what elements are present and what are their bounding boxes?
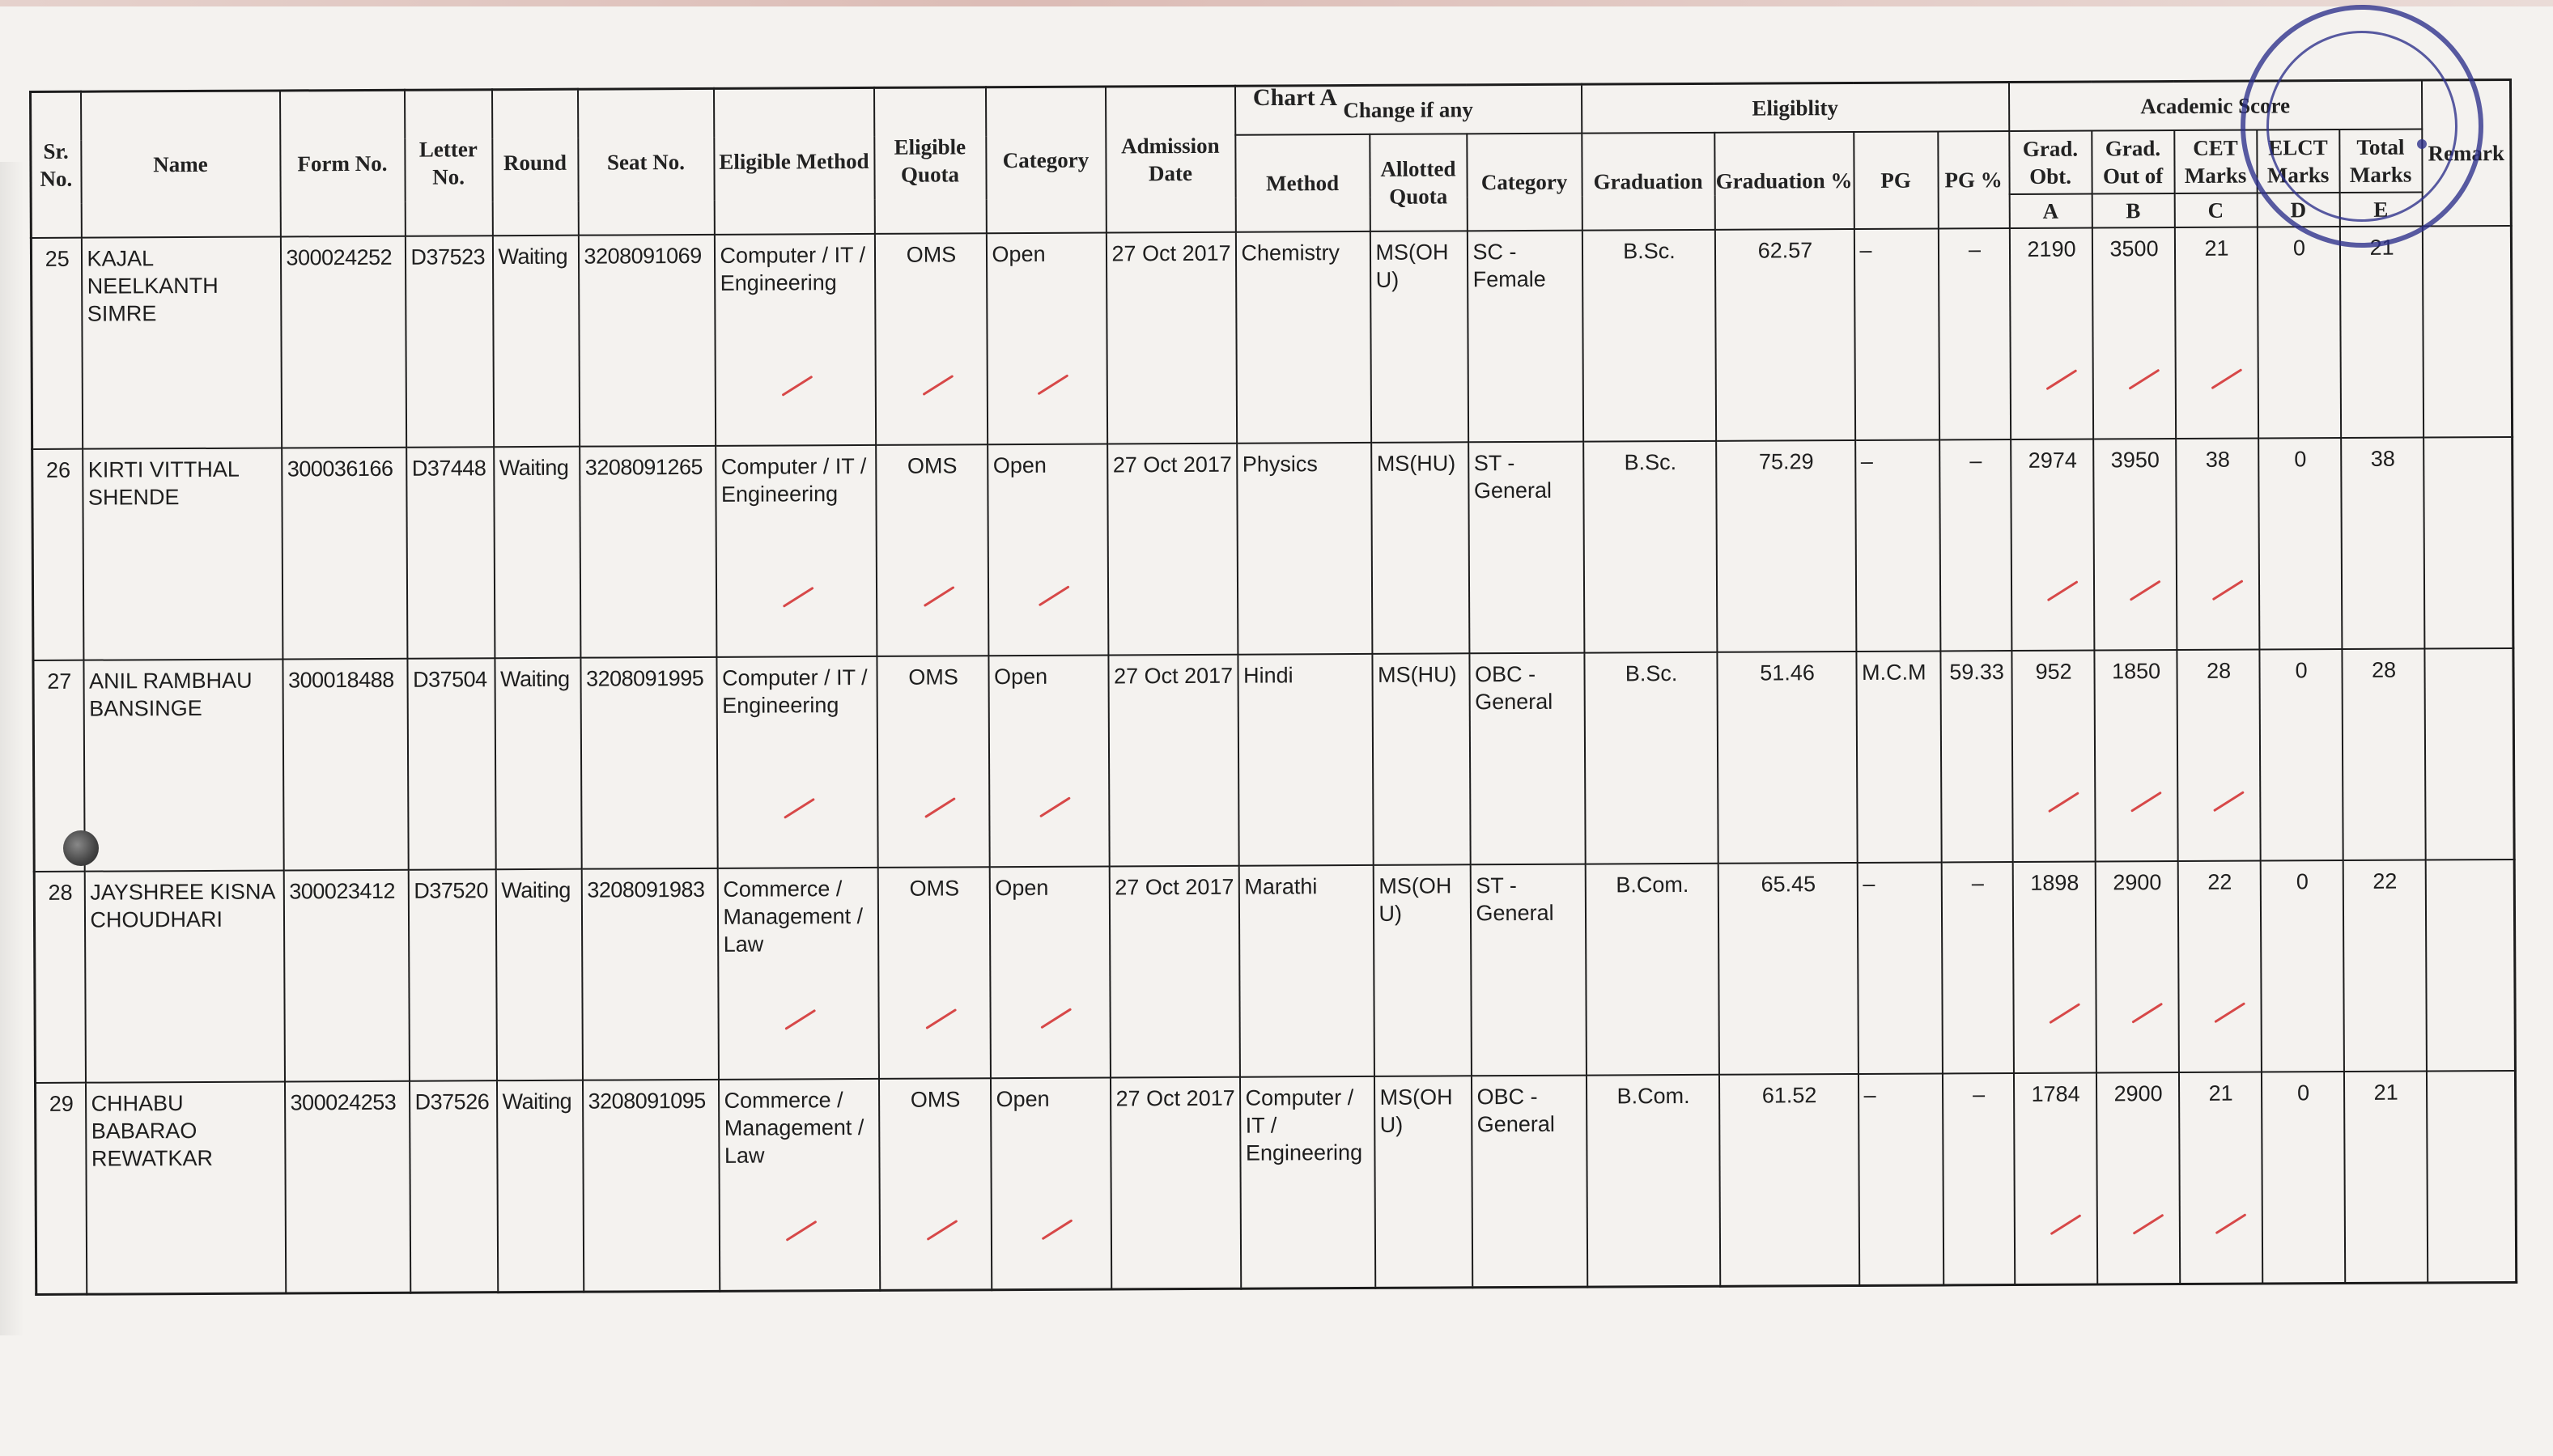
header-allotted-quota: Allotted Quota xyxy=(1370,134,1468,231)
check-mark-icon xyxy=(2211,368,2242,389)
cell-remark xyxy=(2422,226,2512,438)
cell-form-no: 300024253 xyxy=(284,1081,410,1293)
cell-admission-date: 27 Oct 2017 xyxy=(1109,866,1239,1078)
cell-round: Waiting xyxy=(496,1080,583,1293)
cell-round: Waiting xyxy=(495,658,581,870)
cell-name: ANIL RAMBHAU BANSINGE xyxy=(83,659,283,871)
header-seat-no: Seat No. xyxy=(577,88,714,235)
cell-pg-pct: – xyxy=(1938,228,2010,439)
cell-remark xyxy=(2423,437,2513,649)
cell-sr: 28 xyxy=(34,872,85,1083)
cell-name: KIRTI VITTHAL SHENDE xyxy=(83,448,282,660)
cell-change-category: ST - General xyxy=(1470,864,1586,1076)
header-total-marks: Total Marks xyxy=(2339,129,2422,193)
check-mark-icon xyxy=(2050,1214,2081,1235)
cell-elct: 0 xyxy=(2262,1072,2345,1284)
cell-graduation: B.Com. xyxy=(1585,864,1718,1076)
cell-pg-pct: 59.33 xyxy=(1940,651,2012,862)
cell-sr: 25 xyxy=(31,238,82,449)
cell-total: 21 xyxy=(2344,1072,2428,1284)
check-mark-icon xyxy=(2128,368,2160,389)
header-change-category: Category xyxy=(1467,134,1582,231)
check-mark-icon xyxy=(784,797,815,818)
cell-graduation: B.Sc. xyxy=(1583,441,1717,653)
cell-elct: 0 xyxy=(2260,860,2343,1072)
header-eligible-method: Eligible Method xyxy=(713,87,874,234)
cell-eligible-method: Computer / IT / Engineering xyxy=(716,656,877,868)
check-mark-icon xyxy=(925,1008,957,1029)
cell-remark xyxy=(2425,860,2515,1072)
cell-grad-out-of: 3500 xyxy=(2092,227,2175,439)
cell-round: Waiting xyxy=(492,236,579,448)
header-letter-d: D xyxy=(2257,193,2339,227)
header-admission-date: Admission Date xyxy=(1105,86,1235,232)
header-grad-out-of: Grad. Out of xyxy=(2092,130,2174,193)
cell-eligible-quota: OMS xyxy=(877,656,989,868)
office-stamp-dot xyxy=(2417,139,2427,149)
cell-graduation-pct: 51.46 xyxy=(1717,652,1857,864)
cell-grad-out-of: 1850 xyxy=(2094,650,2177,861)
cell-grad-obt: 952 xyxy=(2011,651,2095,862)
check-mark-icon xyxy=(922,374,954,395)
cell-graduation: B.Sc. xyxy=(1584,652,1718,864)
punch-hole xyxy=(63,830,99,866)
cell-allotted-quota: MS(OHU) xyxy=(1374,1076,1472,1288)
header-sr-no: Sr. No. xyxy=(31,91,82,238)
chart-title: Chart A xyxy=(1252,84,1338,111)
cell-grad-out-of: 3950 xyxy=(2093,439,2177,650)
cell-change-category: OBC - General xyxy=(1469,653,1585,865)
cell-change-category: ST - General xyxy=(1468,442,1584,654)
cell-change-category: OBC - General xyxy=(1471,1076,1587,1288)
cell-allotted-quota: MS(HU) xyxy=(1371,442,1469,654)
cell-category: Open xyxy=(988,444,1108,656)
cell-pg-pct: – xyxy=(1941,862,2013,1073)
cell-pg: – xyxy=(1855,439,1940,652)
check-mark-icon xyxy=(2130,791,2162,812)
cell-letter-no: D37504 xyxy=(407,658,495,870)
cell-form-no: 300036166 xyxy=(282,448,407,660)
header-remark: Remark xyxy=(2422,80,2512,227)
cell-graduation: B.Sc. xyxy=(1582,230,1715,442)
check-mark-icon xyxy=(2048,792,2079,813)
cell-total: 28 xyxy=(2342,649,2425,860)
cell-elct: 0 xyxy=(2258,438,2342,649)
check-mark-icon xyxy=(1040,1008,1072,1029)
cell-seat-no: 3208091995 xyxy=(580,657,717,869)
header-letter-c: C xyxy=(2174,193,2257,227)
cell-seat-no: 3208091095 xyxy=(582,1080,719,1292)
cell-eligible-method: Computer / IT / Engineering xyxy=(716,445,877,657)
cell-cet: 38 xyxy=(2176,439,2259,650)
header-grad-obt: Grad. Obt. xyxy=(2009,131,2092,194)
cell-form-no: 300023412 xyxy=(283,870,409,1082)
cell-elct: 0 xyxy=(2259,649,2343,860)
page-shadow xyxy=(0,162,24,1335)
cell-pg-pct: – xyxy=(1939,439,2011,651)
office-stamp xyxy=(2241,5,2483,248)
cell-change-category: SC - Female xyxy=(1467,231,1582,443)
table-body xyxy=(31,226,2516,1294)
cell-letter-no: D37523 xyxy=(405,236,493,448)
cell-letter-no: D37526 xyxy=(409,1080,497,1293)
cell-total: 38 xyxy=(2341,438,2424,649)
check-mark-icon xyxy=(2045,369,2077,390)
check-mark-icon xyxy=(781,375,813,396)
header-elct-marks: ELCT Marks xyxy=(2257,129,2339,193)
cell-form-no: 300018488 xyxy=(282,659,408,871)
cell-grad-obt: 2974 xyxy=(2011,439,2094,651)
cell-pg: – xyxy=(1854,228,1939,440)
header-academic-group: Academic Score xyxy=(2009,80,2422,131)
cell-total: 21 xyxy=(2339,227,2423,438)
cell-allotted-quota: MS(OHU) xyxy=(1373,864,1471,1076)
table-row xyxy=(35,1071,2516,1294)
cell-eligible-method: Computer / IT / Engineering xyxy=(714,234,875,446)
cell-change-method: Marathi xyxy=(1238,865,1374,1077)
check-mark-icon xyxy=(924,796,956,817)
cell-letter-no: D37448 xyxy=(406,447,495,659)
check-mark-icon xyxy=(1039,796,1071,817)
cell-sr: 29 xyxy=(35,1083,86,1295)
header-eligible-quota: Eligible Quota xyxy=(873,87,986,234)
cell-cet: 21 xyxy=(2179,1072,2262,1284)
cell-cet: 22 xyxy=(2177,861,2261,1072)
cell-eligible-quota: OMS xyxy=(878,1078,991,1290)
cell-grad-obt: 2190 xyxy=(2009,228,2092,439)
check-mark-icon xyxy=(2129,579,2160,601)
cell-eligible-method: Commerce / Management / Law xyxy=(717,868,878,1080)
cell-total: 22 xyxy=(2343,860,2426,1072)
check-mark-icon xyxy=(2131,1002,2163,1023)
check-mark-icon xyxy=(2049,1003,2080,1024)
check-mark-icon xyxy=(784,1008,816,1029)
cell-remark xyxy=(2427,1071,2517,1283)
header-category: Category xyxy=(985,87,1106,233)
cell-eligible-quota: OMS xyxy=(876,444,988,656)
cell-sr: 27 xyxy=(33,660,84,872)
header-round: Round xyxy=(492,89,579,236)
check-mark-icon xyxy=(1039,585,1070,606)
check-mark-icon xyxy=(924,585,955,606)
cell-pg: – xyxy=(1857,862,1942,1074)
header-pg: PG xyxy=(1854,131,1939,229)
cell-admission-date: 27 Oct 2017 xyxy=(1108,655,1238,867)
header-letter-no: Letter No. xyxy=(405,90,493,236)
header-letter-b: B xyxy=(2092,193,2174,227)
page-top-edge xyxy=(0,0,2553,6)
cell-name: KAJAL NEELKANTH SIMRE xyxy=(81,236,281,448)
cell-admission-date: 27 Oct 2017 xyxy=(1106,232,1236,444)
header-pg-pct: PG % xyxy=(1938,131,2010,228)
table-row xyxy=(34,860,2515,1083)
cell-pg-pct: – xyxy=(1942,1073,2014,1285)
cell-elct: 0 xyxy=(2257,227,2340,438)
cell-eligible-quota: OMS xyxy=(874,233,987,445)
cell-graduation-pct: 65.45 xyxy=(1718,863,1858,1075)
cell-form-no: 300024252 xyxy=(280,236,406,448)
cell-eligible-quota: OMS xyxy=(877,867,990,1079)
header-change-method: Method xyxy=(1235,134,1370,232)
cell-change-method: Physics xyxy=(1237,443,1372,655)
cell-sr: 26 xyxy=(32,449,83,660)
header-form-no: Form No. xyxy=(280,90,406,236)
cell-category: Open xyxy=(990,1077,1111,1289)
chart-sheet xyxy=(29,79,2517,1373)
cell-remark xyxy=(2424,648,2514,860)
check-mark-icon xyxy=(786,1220,818,1241)
cell-seat-no: 3208091983 xyxy=(581,868,718,1080)
cell-seat-no: 3208091069 xyxy=(578,235,715,447)
check-mark-icon xyxy=(1042,1219,1073,1240)
cell-grad-out-of: 2900 xyxy=(2096,1072,2180,1284)
office-stamp-inner-ring xyxy=(2266,31,2457,222)
table-row xyxy=(31,226,2512,449)
header-eligibility-group: Eligiblity xyxy=(1582,83,2009,134)
cell-pg: M.C.M xyxy=(1856,651,1941,863)
cell-change-method: Chemistry xyxy=(1235,231,1370,444)
cell-grad-obt: 1784 xyxy=(2014,1073,2097,1285)
cell-graduation: B.Com. xyxy=(1586,1075,1719,1287)
check-mark-icon xyxy=(2213,791,2245,812)
cell-round: Waiting xyxy=(495,869,582,1081)
check-mark-icon xyxy=(1037,374,1068,395)
check-mark-icon xyxy=(2132,1213,2164,1234)
cell-name: CHHABU BABARAO REWATKAR xyxy=(85,1081,285,1294)
check-mark-icon xyxy=(2211,579,2243,601)
cell-allotted-quota: MS(OHU) xyxy=(1370,231,1468,443)
cell-round: Waiting xyxy=(494,447,580,659)
cell-graduation-pct: 75.29 xyxy=(1716,440,1856,652)
table-row xyxy=(33,648,2514,872)
header-graduation: Graduation xyxy=(1582,133,1715,231)
cell-name: JAYSHREE KISNA CHOUDHARI xyxy=(84,870,284,1082)
cell-change-method: Computer / IT / Engineering xyxy=(1239,1076,1374,1288)
cell-category: Open xyxy=(989,866,1110,1078)
cell-category: Open xyxy=(986,233,1107,445)
check-mark-icon xyxy=(927,1219,958,1240)
header-change-group: Change if any xyxy=(1234,84,1581,135)
cell-eligible-method: Commerce / Management / Law xyxy=(718,1079,879,1291)
cell-grad-obt: 1898 xyxy=(2012,862,2096,1073)
cell-graduation-pct: 61.52 xyxy=(1718,1074,1858,1286)
cell-pg: – xyxy=(1858,1073,1943,1285)
header-letter-e: E xyxy=(2339,193,2422,227)
table-row xyxy=(32,437,2513,660)
cell-cet: 28 xyxy=(2177,650,2260,861)
header-graduation-pct: Graduation % xyxy=(1714,132,1854,230)
header-cet-marks: CET Marks xyxy=(2174,130,2257,193)
cell-allotted-quota: MS(HU) xyxy=(1372,653,1470,865)
check-mark-icon xyxy=(783,586,814,607)
cell-letter-no: D37520 xyxy=(408,869,496,1081)
header-name: Name xyxy=(81,91,281,238)
cell-graduation-pct: 62.57 xyxy=(1714,229,1854,441)
cell-cet: 21 xyxy=(2174,227,2258,439)
cell-category: Open xyxy=(988,655,1109,867)
check-mark-icon xyxy=(2214,1002,2245,1023)
cell-seat-no: 3208091265 xyxy=(580,446,716,658)
cell-change-method: Hindi xyxy=(1238,654,1373,866)
cell-admission-date: 27 Oct 2017 xyxy=(1110,1077,1240,1289)
check-mark-icon xyxy=(2215,1213,2246,1234)
header-letter-a: A xyxy=(2009,194,2092,228)
check-mark-icon xyxy=(2046,580,2078,601)
cell-grad-out-of: 2900 xyxy=(2095,861,2178,1072)
admission-chart-table xyxy=(29,79,2517,1296)
cell-admission-date: 27 Oct 2017 xyxy=(1107,444,1238,656)
